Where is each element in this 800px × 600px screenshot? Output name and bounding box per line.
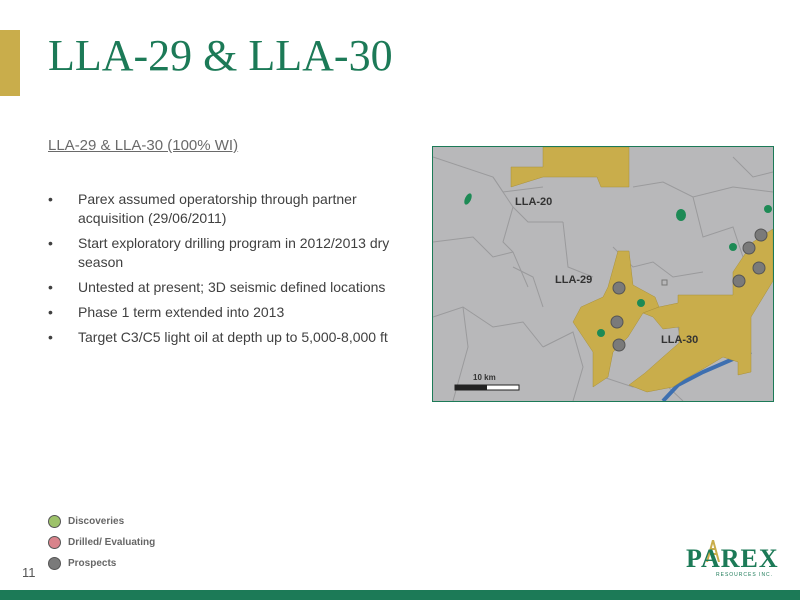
bullet-list	[48, 190, 398, 353]
map-drawing	[433, 147, 773, 401]
well-marker	[662, 280, 667, 285]
prospect-marker	[753, 262, 765, 274]
label-lla29: LLA-29	[555, 274, 593, 286]
slide-title: LLA-29 & LLA-30	[48, 31, 393, 80]
prospect-dot-icon	[48, 557, 61, 570]
bullet-item: • Start exploratory drilling program in 2012/2013 dry season	[48, 234, 398, 272]
legend-label: Drilled/ Evaluating	[68, 536, 156, 548]
discovery-marker	[764, 205, 772, 213]
prospect-marker	[611, 316, 623, 328]
slide-subtitle: LLA-29 & LLA-30 (100% WI)	[48, 137, 239, 154]
legend-label: Discoveries	[68, 515, 125, 527]
block-lla20	[511, 147, 629, 187]
footer-bar	[0, 590, 800, 600]
page-number: 11	[22, 565, 36, 580]
prospect-marker	[613, 339, 625, 351]
logo-wordmark: PAREX	[686, 544, 779, 573]
prospect-marker	[733, 275, 745, 287]
map-legend	[48, 514, 155, 577]
bullet-item: • Target C3/C5 light oil at depth up to 5,000-8,000 ft	[48, 328, 398, 347]
parex-logo	[686, 540, 782, 584]
legend-item-drilled	[48, 535, 155, 549]
discovery-marker	[597, 329, 605, 337]
label-lla20: LLA-20	[515, 196, 553, 208]
legend-label: Prospects	[68, 557, 117, 569]
discovery-dot-icon	[48, 515, 61, 528]
legend-item-prospects	[48, 556, 155, 570]
bullet-item: • Parex assumed operatorship through partner acquisition (29/06/2011)	[48, 190, 398, 228]
discovery-marker	[729, 243, 737, 251]
discovery-marker	[676, 209, 686, 221]
legend-item-discoveries	[48, 514, 155, 528]
drilled-dot-icon	[48, 536, 61, 549]
scale-label: 10 km	[473, 373, 496, 382]
bullet-item: • Phase 1 term extended into 2013	[48, 303, 398, 322]
title-accent-bar	[0, 30, 20, 96]
bullet-item: • Untested at present; 3D seismic defined locations	[48, 278, 398, 297]
logo-subtext: RESOURCES INC.	[716, 572, 774, 578]
block-map	[432, 146, 774, 402]
prospect-marker	[755, 229, 767, 241]
scale-bar	[455, 385, 519, 390]
prospect-marker	[613, 282, 625, 294]
prospect-marker	[743, 242, 755, 254]
label-lla30: LLA-30	[661, 334, 699, 346]
discovery-marker	[463, 192, 474, 205]
discovery-marker	[637, 299, 645, 307]
